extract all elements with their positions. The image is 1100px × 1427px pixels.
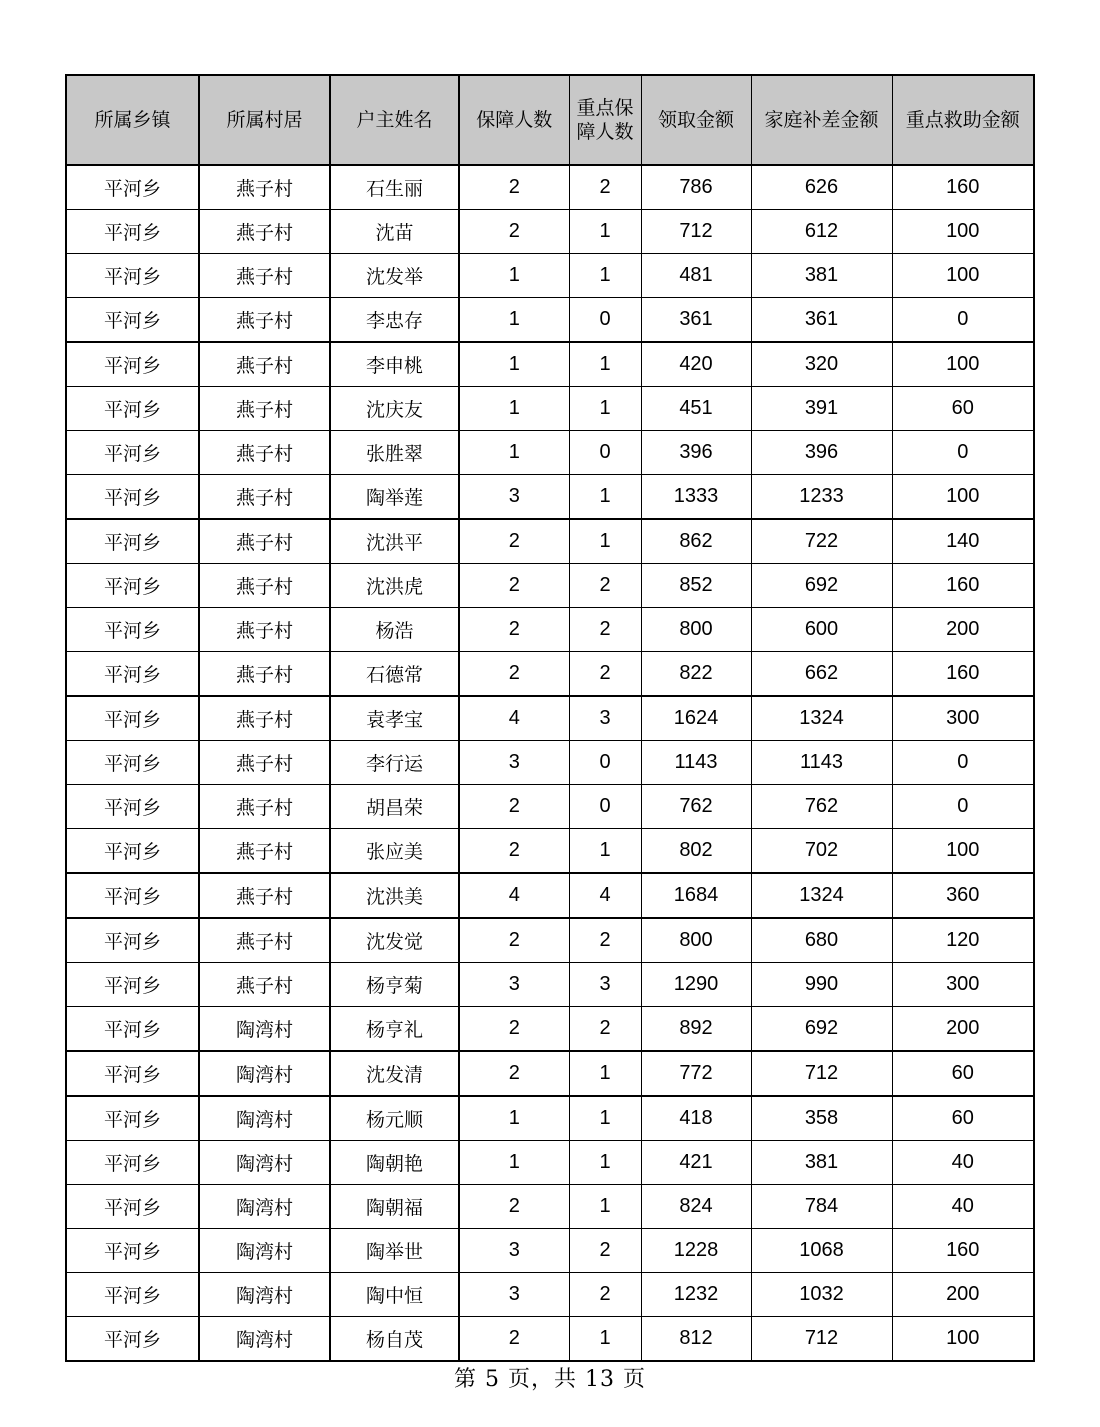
table-cell: 平河乡 <box>66 1273 199 1317</box>
table-cell: 0 <box>892 298 1034 343</box>
table-cell: 燕子村 <box>199 475 330 520</box>
table-cell: 平河乡 <box>66 431 199 475</box>
table-cell: 平河乡 <box>66 1141 199 1185</box>
table-cell: 160 <box>892 165 1034 210</box>
table-row <box>66 564 1034 608</box>
table-cell: 1228 <box>641 1229 751 1273</box>
table-cell: 杨亨礼 <box>330 1007 459 1052</box>
table-cell: 2 <box>459 1185 569 1229</box>
table-cell: 李行运 <box>330 741 459 785</box>
table-cell: 712 <box>751 1317 892 1362</box>
table-cell: 2 <box>569 165 641 210</box>
table-cell: 3 <box>569 963 641 1007</box>
table-cell: 1232 <box>641 1273 751 1317</box>
table-cell: 892 <box>641 1007 751 1052</box>
table-cell: 1 <box>569 475 641 520</box>
table-cell: 3 <box>459 475 569 520</box>
table-cell: 1324 <box>751 696 892 741</box>
table-cell: 1143 <box>751 741 892 785</box>
table-cell: 石生丽 <box>330 165 459 210</box>
table-cell: 平河乡 <box>66 298 199 343</box>
table-row <box>66 431 1034 475</box>
header-cell: 户主姓名 <box>330 75 459 165</box>
table-cell: 燕子村 <box>199 210 330 254</box>
table-cell: 160 <box>892 1229 1034 1273</box>
table-row <box>66 696 1034 741</box>
table-cell: 陶朝艳 <box>330 1141 459 1185</box>
table-cell: 4 <box>459 873 569 918</box>
table-cell: 燕子村 <box>199 342 330 387</box>
table-cell: 812 <box>641 1317 751 1362</box>
table-cell: 802 <box>641 829 751 874</box>
table-cell: 358 <box>751 1096 892 1141</box>
table-cell: 燕子村 <box>199 564 330 608</box>
table-row <box>66 918 1034 963</box>
table-cell: 1684 <box>641 873 751 918</box>
table-cell: 陶湾村 <box>199 1096 330 1141</box>
table-cell: 燕子村 <box>199 254 330 298</box>
table-cell: 燕子村 <box>199 963 330 1007</box>
table-cell: 1 <box>569 519 641 564</box>
table-cell: 沈苗 <box>330 210 459 254</box>
table-cell: 燕子村 <box>199 387 330 431</box>
table-cell: 燕子村 <box>199 298 330 343</box>
table-cell: 421 <box>641 1141 751 1185</box>
table-cell: 1 <box>569 1185 641 1229</box>
table-cell: 481 <box>641 254 751 298</box>
table-cell: 胡昌荣 <box>330 785 459 829</box>
table-cell: 平河乡 <box>66 564 199 608</box>
table-cell: 2 <box>569 1273 641 1317</box>
table-cell: 平河乡 <box>66 608 199 652</box>
table-cell: 0 <box>892 741 1034 785</box>
table-cell: 平河乡 <box>66 1007 199 1052</box>
table-cell: 1 <box>569 342 641 387</box>
table-cell: 722 <box>751 519 892 564</box>
table-cell: 沈洪虎 <box>330 564 459 608</box>
table-cell: 692 <box>751 564 892 608</box>
table-cell: 陶朝福 <box>330 1185 459 1229</box>
table-row <box>66 608 1034 652</box>
table-cell: 平河乡 <box>66 652 199 697</box>
table-cell: 平河乡 <box>66 519 199 564</box>
table-cell: 燕子村 <box>199 431 330 475</box>
table-cell: 燕子村 <box>199 873 330 918</box>
table-cell: 平河乡 <box>66 1096 199 1141</box>
table-cell: 100 <box>892 829 1034 874</box>
table-cell: 200 <box>892 608 1034 652</box>
table-cell: 361 <box>641 298 751 343</box>
table-cell: 3 <box>459 1273 569 1317</box>
table-cell: 陶湾村 <box>199 1141 330 1185</box>
table-cell: 平河乡 <box>66 1051 199 1096</box>
table-cell: 60 <box>892 387 1034 431</box>
table-row <box>66 519 1034 564</box>
table-cell: 陶举莲 <box>330 475 459 520</box>
table-cell: 平河乡 <box>66 1317 199 1362</box>
table-cell: 822 <box>641 652 751 697</box>
table-cell: 1 <box>569 387 641 431</box>
table-cell: 786 <box>641 165 751 210</box>
table-cell: 300 <box>892 963 1034 1007</box>
table-cell: 陶湾村 <box>199 1317 330 1362</box>
table-cell: 1143 <box>641 741 751 785</box>
table-cell: 2 <box>459 829 569 874</box>
table-cell: 平河乡 <box>66 165 199 210</box>
table-cell: 762 <box>641 785 751 829</box>
table-cell: 1 <box>459 431 569 475</box>
table-cell: 100 <box>892 475 1034 520</box>
header-cell: 所属村居 <box>199 75 330 165</box>
table-cell: 784 <box>751 1185 892 1229</box>
table-row <box>66 210 1034 254</box>
table-row <box>66 387 1034 431</box>
table-cell: 沈发清 <box>330 1051 459 1096</box>
table-cell: 燕子村 <box>199 608 330 652</box>
table-cell: 1 <box>569 829 641 874</box>
header-cell: 保障人数 <box>459 75 569 165</box>
table-cell: 662 <box>751 652 892 697</box>
table-cell: 2 <box>459 1051 569 1096</box>
table-cell: 2 <box>459 165 569 210</box>
table-cell: 平河乡 <box>66 963 199 1007</box>
table-cell: 100 <box>892 342 1034 387</box>
table-cell: 0 <box>892 785 1034 829</box>
table-cell: 2 <box>569 918 641 963</box>
table-cell: 852 <box>641 564 751 608</box>
table-body <box>66 165 1034 1361</box>
header-cell: 家庭补差金额 <box>751 75 892 165</box>
table-cell: 702 <box>751 829 892 874</box>
table-row <box>66 785 1034 829</box>
table-cell: 712 <box>641 210 751 254</box>
table-cell: 1 <box>459 342 569 387</box>
table-cell: 680 <box>751 918 892 963</box>
table-cell: 1624 <box>641 696 751 741</box>
table-row <box>66 475 1034 520</box>
table-cell: 1 <box>459 254 569 298</box>
table-cell: 2 <box>459 1007 569 1052</box>
table-cell: 40 <box>892 1141 1034 1185</box>
table-cell: 平河乡 <box>66 387 199 431</box>
table-cell: 燕子村 <box>199 165 330 210</box>
table-cell: 张胜翠 <box>330 431 459 475</box>
table-cell: 60 <box>892 1096 1034 1141</box>
table-cell: 3 <box>459 1229 569 1273</box>
table-cell: 平河乡 <box>66 741 199 785</box>
table-row <box>66 873 1034 918</box>
table-cell: 平河乡 <box>66 785 199 829</box>
table-cell: 200 <box>892 1273 1034 1317</box>
table-cell: 381 <box>751 254 892 298</box>
table-cell: 平河乡 <box>66 210 199 254</box>
table-cell: 平河乡 <box>66 1229 199 1273</box>
table-cell: 800 <box>641 918 751 963</box>
table-cell: 0 <box>569 431 641 475</box>
table-cell: 1333 <box>641 475 751 520</box>
table-cell: 平河乡 <box>66 342 199 387</box>
table-cell: 1 <box>459 298 569 343</box>
table-cell: 杨自茂 <box>330 1317 459 1362</box>
table-cell: 1290 <box>641 963 751 1007</box>
table-cell: 1 <box>459 387 569 431</box>
table-cell: 燕子村 <box>199 918 330 963</box>
table-row <box>66 298 1034 343</box>
table-cell: 2 <box>459 1317 569 1362</box>
table-cell: 120 <box>892 918 1034 963</box>
table-cell: 1 <box>459 1141 569 1185</box>
table-cell: 沈洪平 <box>330 519 459 564</box>
table-cell: 张应美 <box>330 829 459 874</box>
table-cell: 4 <box>459 696 569 741</box>
table-cell: 824 <box>641 1185 751 1229</box>
table-row <box>66 1273 1034 1317</box>
table-cell: 626 <box>751 165 892 210</box>
table-cell: 平河乡 <box>66 873 199 918</box>
table-cell: 燕子村 <box>199 829 330 874</box>
table-cell: 沈洪美 <box>330 873 459 918</box>
table-cell: 762 <box>751 785 892 829</box>
table-row <box>66 652 1034 697</box>
table-cell: 李申桃 <box>330 342 459 387</box>
table-cell: 燕子村 <box>199 652 330 697</box>
table-cell: 杨浩 <box>330 608 459 652</box>
table-cell: 1 <box>569 1051 641 1096</box>
table-cell: 1233 <box>751 475 892 520</box>
table-cell: 40 <box>892 1185 1034 1229</box>
table-cell: 612 <box>751 210 892 254</box>
table-cell: 平河乡 <box>66 829 199 874</box>
header-cell: 领取金额 <box>641 75 751 165</box>
table-cell: 2 <box>459 564 569 608</box>
table-cell: 燕子村 <box>199 741 330 785</box>
header-row <box>66 75 1034 165</box>
table-cell: 140 <box>892 519 1034 564</box>
table-cell: 800 <box>641 608 751 652</box>
table-cell: 2 <box>459 918 569 963</box>
table-cell: 石德常 <box>330 652 459 697</box>
table-cell: 陶湾村 <box>199 1229 330 1273</box>
table-row <box>66 963 1034 1007</box>
table-row <box>66 1096 1034 1141</box>
table-cell: 772 <box>641 1051 751 1096</box>
table-cell: 692 <box>751 1007 892 1052</box>
table-row <box>66 1141 1034 1185</box>
table-cell: 陶湾村 <box>199 1273 330 1317</box>
table-row <box>66 1317 1034 1362</box>
table-cell: 1 <box>569 1096 641 1141</box>
table-row <box>66 829 1034 874</box>
table-cell: 3 <box>459 741 569 785</box>
table-cell: 160 <box>892 652 1034 697</box>
table-cell: 862 <box>641 519 751 564</box>
table-cell: 100 <box>892 210 1034 254</box>
table-cell: 1032 <box>751 1273 892 1317</box>
table-cell: 杨亨菊 <box>330 963 459 1007</box>
table-cell: 燕子村 <box>199 696 330 741</box>
table-cell: 燕子村 <box>199 519 330 564</box>
table-cell: 0 <box>569 298 641 343</box>
table-cell: 2 <box>459 785 569 829</box>
table-cell: 100 <box>892 1317 1034 1362</box>
table-cell: 300 <box>892 696 1034 741</box>
table-cell: 100 <box>892 254 1034 298</box>
table-cell: 1 <box>569 1141 641 1185</box>
table-cell: 3 <box>459 963 569 1007</box>
table-cell: 381 <box>751 1141 892 1185</box>
table-cell: 李忠存 <box>330 298 459 343</box>
table-cell: 陶举世 <box>330 1229 459 1273</box>
table-cell: 燕子村 <box>199 785 330 829</box>
table-cell: 平河乡 <box>66 254 199 298</box>
table-cell: 平河乡 <box>66 475 199 520</box>
table-row <box>66 741 1034 785</box>
table-cell: 396 <box>751 431 892 475</box>
table-cell: 袁孝宝 <box>330 696 459 741</box>
header-cell: 所属乡镇 <box>66 75 199 165</box>
table-cell: 451 <box>641 387 751 431</box>
relief-table <box>65 74 1035 1362</box>
table-row <box>66 1229 1034 1273</box>
table-cell: 沈发举 <box>330 254 459 298</box>
table-cell: 陶湾村 <box>199 1007 330 1052</box>
table-cell: 沈庆友 <box>330 387 459 431</box>
table-cell: 0 <box>892 431 1034 475</box>
table-cell: 沈发觉 <box>330 918 459 963</box>
table-cell: 2 <box>569 1229 641 1273</box>
table-cell: 陶湾村 <box>199 1051 330 1096</box>
table-cell: 1324 <box>751 873 892 918</box>
table-cell: 600 <box>751 608 892 652</box>
table-cell: 391 <box>751 387 892 431</box>
table-cell: 陶湾村 <box>199 1185 330 1229</box>
table-cell: 杨元顺 <box>330 1096 459 1141</box>
table-cell: 360 <box>892 873 1034 918</box>
table-cell: 0 <box>569 785 641 829</box>
table-cell: 990 <box>751 963 892 1007</box>
table-cell: 200 <box>892 1007 1034 1052</box>
table-cell: 1 <box>569 210 641 254</box>
table-cell: 3 <box>569 696 641 741</box>
table-cell: 平河乡 <box>66 1185 199 1229</box>
header-cell: 重点保障人数 <box>569 75 641 165</box>
table-cell: 396 <box>641 431 751 475</box>
table-cell: 361 <box>751 298 892 343</box>
table-cell: 0 <box>569 741 641 785</box>
page-number: 第 5 页，共 13 页 <box>454 1367 646 1392</box>
table-cell: 2 <box>459 210 569 254</box>
table-cell: 2 <box>569 608 641 652</box>
table-cell: 60 <box>892 1051 1034 1096</box>
table-cell: 418 <box>641 1096 751 1141</box>
table-cell: 320 <box>751 342 892 387</box>
header-cell: 重点救助金额 <box>892 75 1034 165</box>
table-cell: 1 <box>459 1096 569 1141</box>
table-cell: 1 <box>569 254 641 298</box>
table-cell: 160 <box>892 564 1034 608</box>
table-cell: 1068 <box>751 1229 892 1273</box>
table-cell: 2 <box>459 519 569 564</box>
table-cell: 2 <box>569 564 641 608</box>
table-row <box>66 165 1034 210</box>
table-cell: 2 <box>569 1007 641 1052</box>
table-cell: 712 <box>751 1051 892 1096</box>
table-row <box>66 254 1034 298</box>
table-cell: 4 <box>569 873 641 918</box>
table-row <box>66 342 1034 387</box>
table-row <box>66 1185 1034 1229</box>
table-row <box>66 1051 1034 1096</box>
table-cell: 2 <box>459 652 569 697</box>
table-cell: 420 <box>641 342 751 387</box>
table-cell: 2 <box>459 608 569 652</box>
table-cell: 陶中恒 <box>330 1273 459 1317</box>
table-cell: 平河乡 <box>66 696 199 741</box>
table-cell: 2 <box>569 652 641 697</box>
table-row <box>66 1007 1034 1052</box>
table-cell: 平河乡 <box>66 918 199 963</box>
table-cell: 1 <box>569 1317 641 1362</box>
